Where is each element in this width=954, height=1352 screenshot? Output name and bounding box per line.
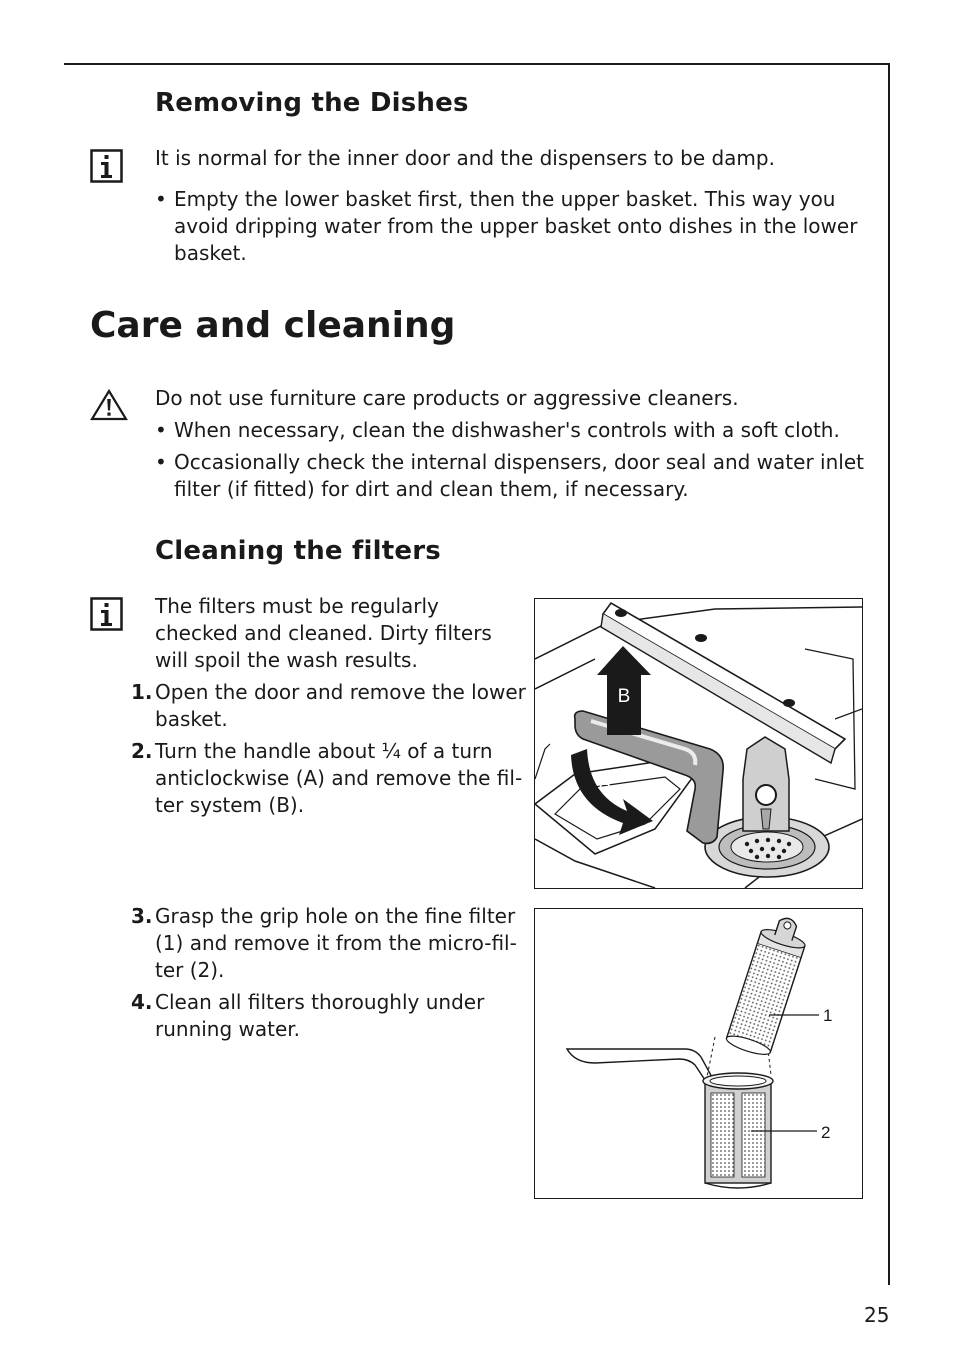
care-warning: Do not use furniture care products or aggressive cleaners. bbox=[155, 386, 739, 410]
right-margin-rule bbox=[888, 63, 890, 1285]
label-a: A bbox=[598, 773, 612, 794]
filters-steps-3-4 bbox=[131, 903, 527, 1043]
label-1: 1 bbox=[823, 1006, 833, 1025]
label-b: B bbox=[617, 686, 631, 707]
top-rule bbox=[64, 63, 890, 65]
care-bullet-list bbox=[155, 417, 865, 503]
removing-bullet-list bbox=[155, 186, 865, 267]
list-item: • When necessary, clean the dishwasher's controls with a soft cloth. bbox=[155, 418, 840, 442]
step-item: 3. Grasp the grip hole on the fine filter (1) and remove it from the micro-fil- ter (2). bbox=[131, 904, 517, 982]
step-item: 2. Turn the handle about ¼ of a turn anticlockwise (A) and remove the fil- ter system (B). bbox=[131, 739, 523, 817]
step-item: 4. Clean all filters thoroughly under running water. bbox=[131, 990, 485, 1041]
filters-note: The filters must be regularly checked and cleaned. Dirty filters will spoil the wash results. bbox=[155, 594, 492, 672]
step-item: 1. Open the door and remove the lower basket. bbox=[131, 680, 526, 731]
filters-steps-1-2 bbox=[131, 679, 527, 819]
info-icon bbox=[90, 597, 123, 631]
filter-parts-illustration bbox=[534, 908, 863, 1199]
list-item: • Occasionally check the internal dispensers, door seal and water inlet filter (if fitted) for dirt and clean them, if necessary. bbox=[155, 450, 864, 501]
page-title: Care and cleaning bbox=[90, 305, 456, 346]
section-title-cleaning-filters: Cleaning the filters bbox=[155, 536, 441, 566]
removing-note: It is normal for the inner door and the dispensers to be damp. bbox=[155, 146, 775, 170]
section-title-removing-dishes: Removing the Dishes bbox=[155, 88, 469, 118]
filter-removal-illustration bbox=[534, 598, 863, 889]
list-item: • Empty the lower basket first, then the upper basket. This way you avoid dripping water from the upper basket onto dishes in the lower basket. bbox=[155, 187, 858, 265]
page-number: 25 bbox=[864, 1303, 890, 1327]
warning-triangle-icon bbox=[90, 388, 128, 422]
label-2: 2 bbox=[821, 1123, 831, 1142]
info-icon bbox=[90, 149, 123, 183]
